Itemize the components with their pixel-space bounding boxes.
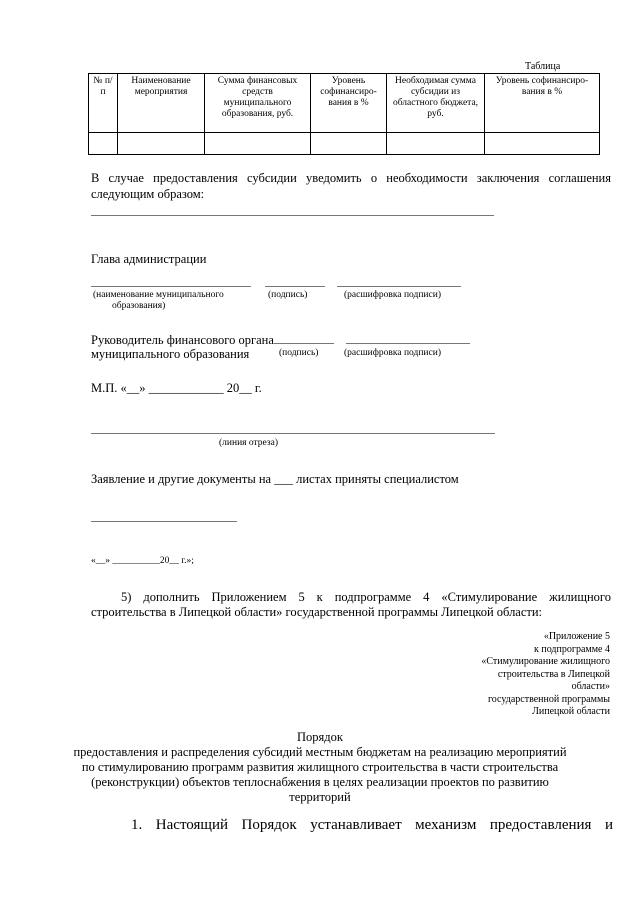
item5-text-cont: строительства в Липецкой области» государственной программы Липецкой области: <box>91 605 543 619</box>
table-cell <box>311 133 387 155</box>
head-admin-decode-line <box>337 286 461 287</box>
order-subtitle <box>60 745 580 805</box>
order-title: Порядок <box>297 730 343 744</box>
appendix-line: области» <box>571 681 610 692</box>
specialist-line <box>91 521 237 522</box>
notice-fill-line <box>91 215 494 216</box>
order-subtitle-line: предоставления и распределения субсидий местным бюджетам на реализацию мероприятий <box>73 745 567 759</box>
table-cell <box>485 133 600 155</box>
appendix-line: «Приложение 5 <box>543 631 610 642</box>
table-row <box>89 133 600 155</box>
cut-line <box>91 433 495 434</box>
head-admin-name-label: (наименование муниципального <box>93 290 224 300</box>
order-subtitle-line: (реконструкции) объектов теплоснабжения в целях реализации проектов по развитию <box>91 775 549 789</box>
table-cell <box>387 133 485 155</box>
fin-head-sign-label: (подпись) <box>279 348 319 358</box>
header-cofinancing-level-2: Уровень софинансиро-вания в % <box>485 74 600 133</box>
item5-text: 5) дополнить Приложением 5 к подпрограмме 4 «Стимулирование жилищного <box>121 590 611 604</box>
header-activity-name: Наименование мероприятия <box>118 74 205 133</box>
fin-head-decode-line <box>346 343 470 344</box>
appendix-reference <box>455 631 610 719</box>
fin-head-title: Руководитель финансового органа <box>91 333 274 347</box>
head-admin-name-line <box>91 286 251 287</box>
head-admin-name-label-2: образования) <box>112 301 166 311</box>
header-subsidy-amount: Необходимая сумма субсидии из областного бюджета, руб. <box>387 74 485 133</box>
cut-line-label: (линия отреза) <box>219 438 279 448</box>
header-cofinancing-level: Уровень софинансиро-вания в % <box>311 74 387 133</box>
table-cell <box>118 133 205 155</box>
appendix-line: «Стимулирование жилищного <box>481 656 610 667</box>
notice-text: В случае предоставления субсидии уведомить о необходимости заключения соглашения <box>91 171 611 185</box>
fin-head-decode-label: (расшифровка подписи) <box>344 348 441 358</box>
appendix-line: к подпрограмме 4 <box>534 643 610 655</box>
header-municipal-funds: Сумма финансовых средств муниципального образования, руб. <box>205 74 311 133</box>
order-subtitle-line: территорий <box>289 790 351 804</box>
table-cell <box>89 133 118 155</box>
stamp-text: М.П. «__» ____________ 20__ г. <box>91 381 262 395</box>
head-admin-sign-label: (подпись) <box>268 290 308 300</box>
table-cell <box>205 133 311 155</box>
table-caption: Таблица <box>525 61 561 72</box>
appendix-line: Липецкой области <box>532 706 610 717</box>
table-header-row <box>89 74 600 133</box>
fin-head-sign-line <box>274 343 334 344</box>
point1-text: 1. Настоящий Порядок устанавливает механизм предоставления и <box>131 817 613 833</box>
appendix-line: государственной программы <box>487 693 610 705</box>
order-subtitle-line: по стимулированию программ развития жилищного строительства в части строительства <box>81 760 559 774</box>
header-number: № п/п <box>89 74 118 133</box>
head-admin-decode-label: (расшифровка подписи) <box>344 290 441 300</box>
head-admin-sign-line <box>265 286 325 287</box>
accepted-text: Заявление и другие документы на ___ листах приняты специалистом <box>91 472 459 486</box>
fin-head-title-2: муниципального образования <box>91 347 250 361</box>
date-line: «__» __________20__ г.»; <box>91 556 194 566</box>
head-admin-title: Глава администрации <box>91 252 207 266</box>
financing-table <box>88 73 600 155</box>
appendix-line: строительства в Липецкой <box>497 668 610 680</box>
notice-text-cont: следующим образом: <box>91 187 205 201</box>
